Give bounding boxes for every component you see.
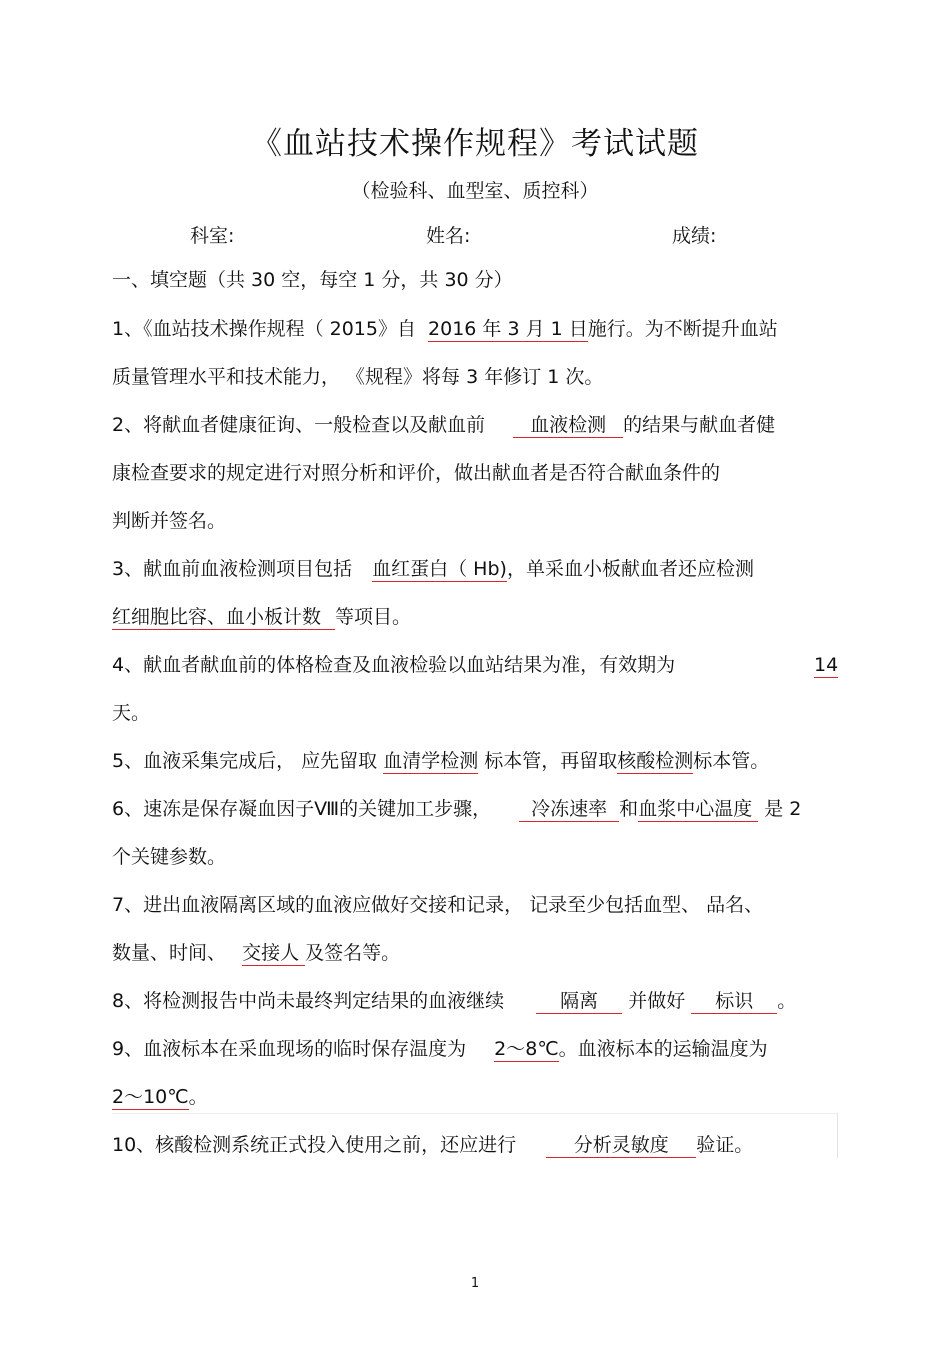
question-7-cont [112, 940, 400, 966]
q9-answer-1: 2～8℃ [494, 1038, 559, 1060]
dept-label: 科室: [190, 225, 235, 247]
document-title: 《血站技术操作规程》考试试题 [251, 126, 699, 162]
q5-answer-2: 核酸检测 [617, 750, 694, 772]
q6-answer-1: 冷冻速率 [519, 798, 619, 822]
q3-text-a: 3、献血前血液检测项目包括 [112, 558, 353, 580]
question-3-cont [112, 604, 411, 630]
question-9 [112, 1036, 768, 1062]
q9-text-b: 。血液标本的运输温度为 [558, 1038, 768, 1060]
q7-text-c: 及签名等。 [305, 942, 401, 964]
q9-answer-2: 2～10℃ [112, 1086, 189, 1108]
q8-text-a: 8、将检测报告中尚未最终判定结果的血液继续 [112, 990, 505, 1012]
question-10 [112, 1132, 753, 1158]
q1-answer-1: 2016 年 3 月 1 日 [428, 318, 588, 340]
q9-text-c: 。 [188, 1086, 208, 1108]
q6-text-b: 和 [619, 798, 639, 820]
q8-answer-1: 隔离 [536, 990, 622, 1014]
question-1 [112, 316, 778, 342]
q4-text-a: 4、献血者献血前的体格检查及血液检验以血站结果为准，有效期为 [112, 654, 676, 676]
question-6 [112, 796, 801, 822]
divider-edge [837, 1113, 838, 1158]
q2-text-c: 康检查要求的规定进行对照分析和评价，做出献血者是否符合献血条件的 [112, 462, 721, 484]
q6-text-d: 个关键参数。 [112, 846, 227, 868]
name-label: 姓名: [426, 225, 471, 247]
question-2 [112, 412, 775, 438]
q4-answer-1: 14 [814, 654, 839, 676]
q6-text-a: 6、速冻是保存凝血因子Ⅷ的关键加工步骤， [112, 798, 492, 820]
q5-text-c: 标本管。 [693, 750, 770, 772]
q3-text-b: ，单采血小板献血者还应检测 [506, 558, 754, 580]
q5-text-b: 标本管，再留取 [484, 750, 618, 772]
document-subtitle: （检验科、血型室、质控科） [351, 180, 599, 202]
q7-text-a: 7、进出血液隔离区域的血液应做好交接和记录， 记录至少包括血型、 品名、 [112, 894, 764, 916]
q2-text-a: 2、将献血者健康征询、一般检查以及献血前 [112, 414, 486, 436]
question-5 [112, 748, 769, 774]
q4-answer-wrap [814, 652, 838, 678]
q6-answer-2: 血浆中心温度 [638, 798, 758, 822]
section-heading: 一、填空题（共 30 空，每空 1 分，共 30 分） [112, 269, 513, 291]
question-9-cont [112, 1084, 208, 1110]
q1-text-c: 质量管理水平和技术能力， 《规程》将每 3 年修订 1 次。 [112, 366, 604, 388]
question-3 [112, 556, 754, 582]
q8-answer-2: 标识 [691, 990, 777, 1014]
q1-text-a: 1、《血站技术操作规程（ 2015》自 [112, 318, 416, 340]
divider-line [112, 1113, 837, 1114]
q8-text-b: 并做好 [628, 990, 686, 1012]
question-4 [112, 652, 675, 678]
q4-text-b: 天。 [112, 702, 151, 724]
q10-text-a: 10、核酸检测系统正式投入使用之前，还应进行 [112, 1134, 517, 1156]
q5-answer-1: 血清学检测 [383, 750, 479, 772]
question-8 [112, 988, 796, 1014]
q10-answer-1: 分析灵敏度 [546, 1134, 696, 1158]
score-label: 成绩: [672, 225, 717, 247]
q10-text-b: 验证。 [696, 1134, 754, 1156]
q8-text-c: 。 [777, 990, 797, 1012]
q1-text-b: 施行。为不断提升血站 [587, 318, 778, 340]
q5-text-a: 5、血液采集完成后， 应先留取 [112, 750, 378, 772]
q3-answer-2: 红细胞比容、血小板计数 [112, 606, 335, 630]
q7-text-b: 数量、时间、 [112, 942, 227, 964]
q3-text-c: 等项目。 [335, 606, 412, 628]
q6-text-c: 是 2 [764, 798, 802, 820]
q2-text-d: 判断并签名。 [112, 510, 227, 532]
q3-answer-1: 血红蛋白（ Hb) [372, 558, 507, 580]
page-number: 1 [470, 1276, 480, 1291]
q7-answer-1: 交接人 [242, 942, 305, 966]
q2-text-b: 的结果与献血者健 [623, 414, 776, 436]
q9-text-a: 9、血液标本在采血现场的临时保存温度为 [112, 1038, 467, 1060]
q2-answer-1: 血液检测 [513, 414, 623, 438]
